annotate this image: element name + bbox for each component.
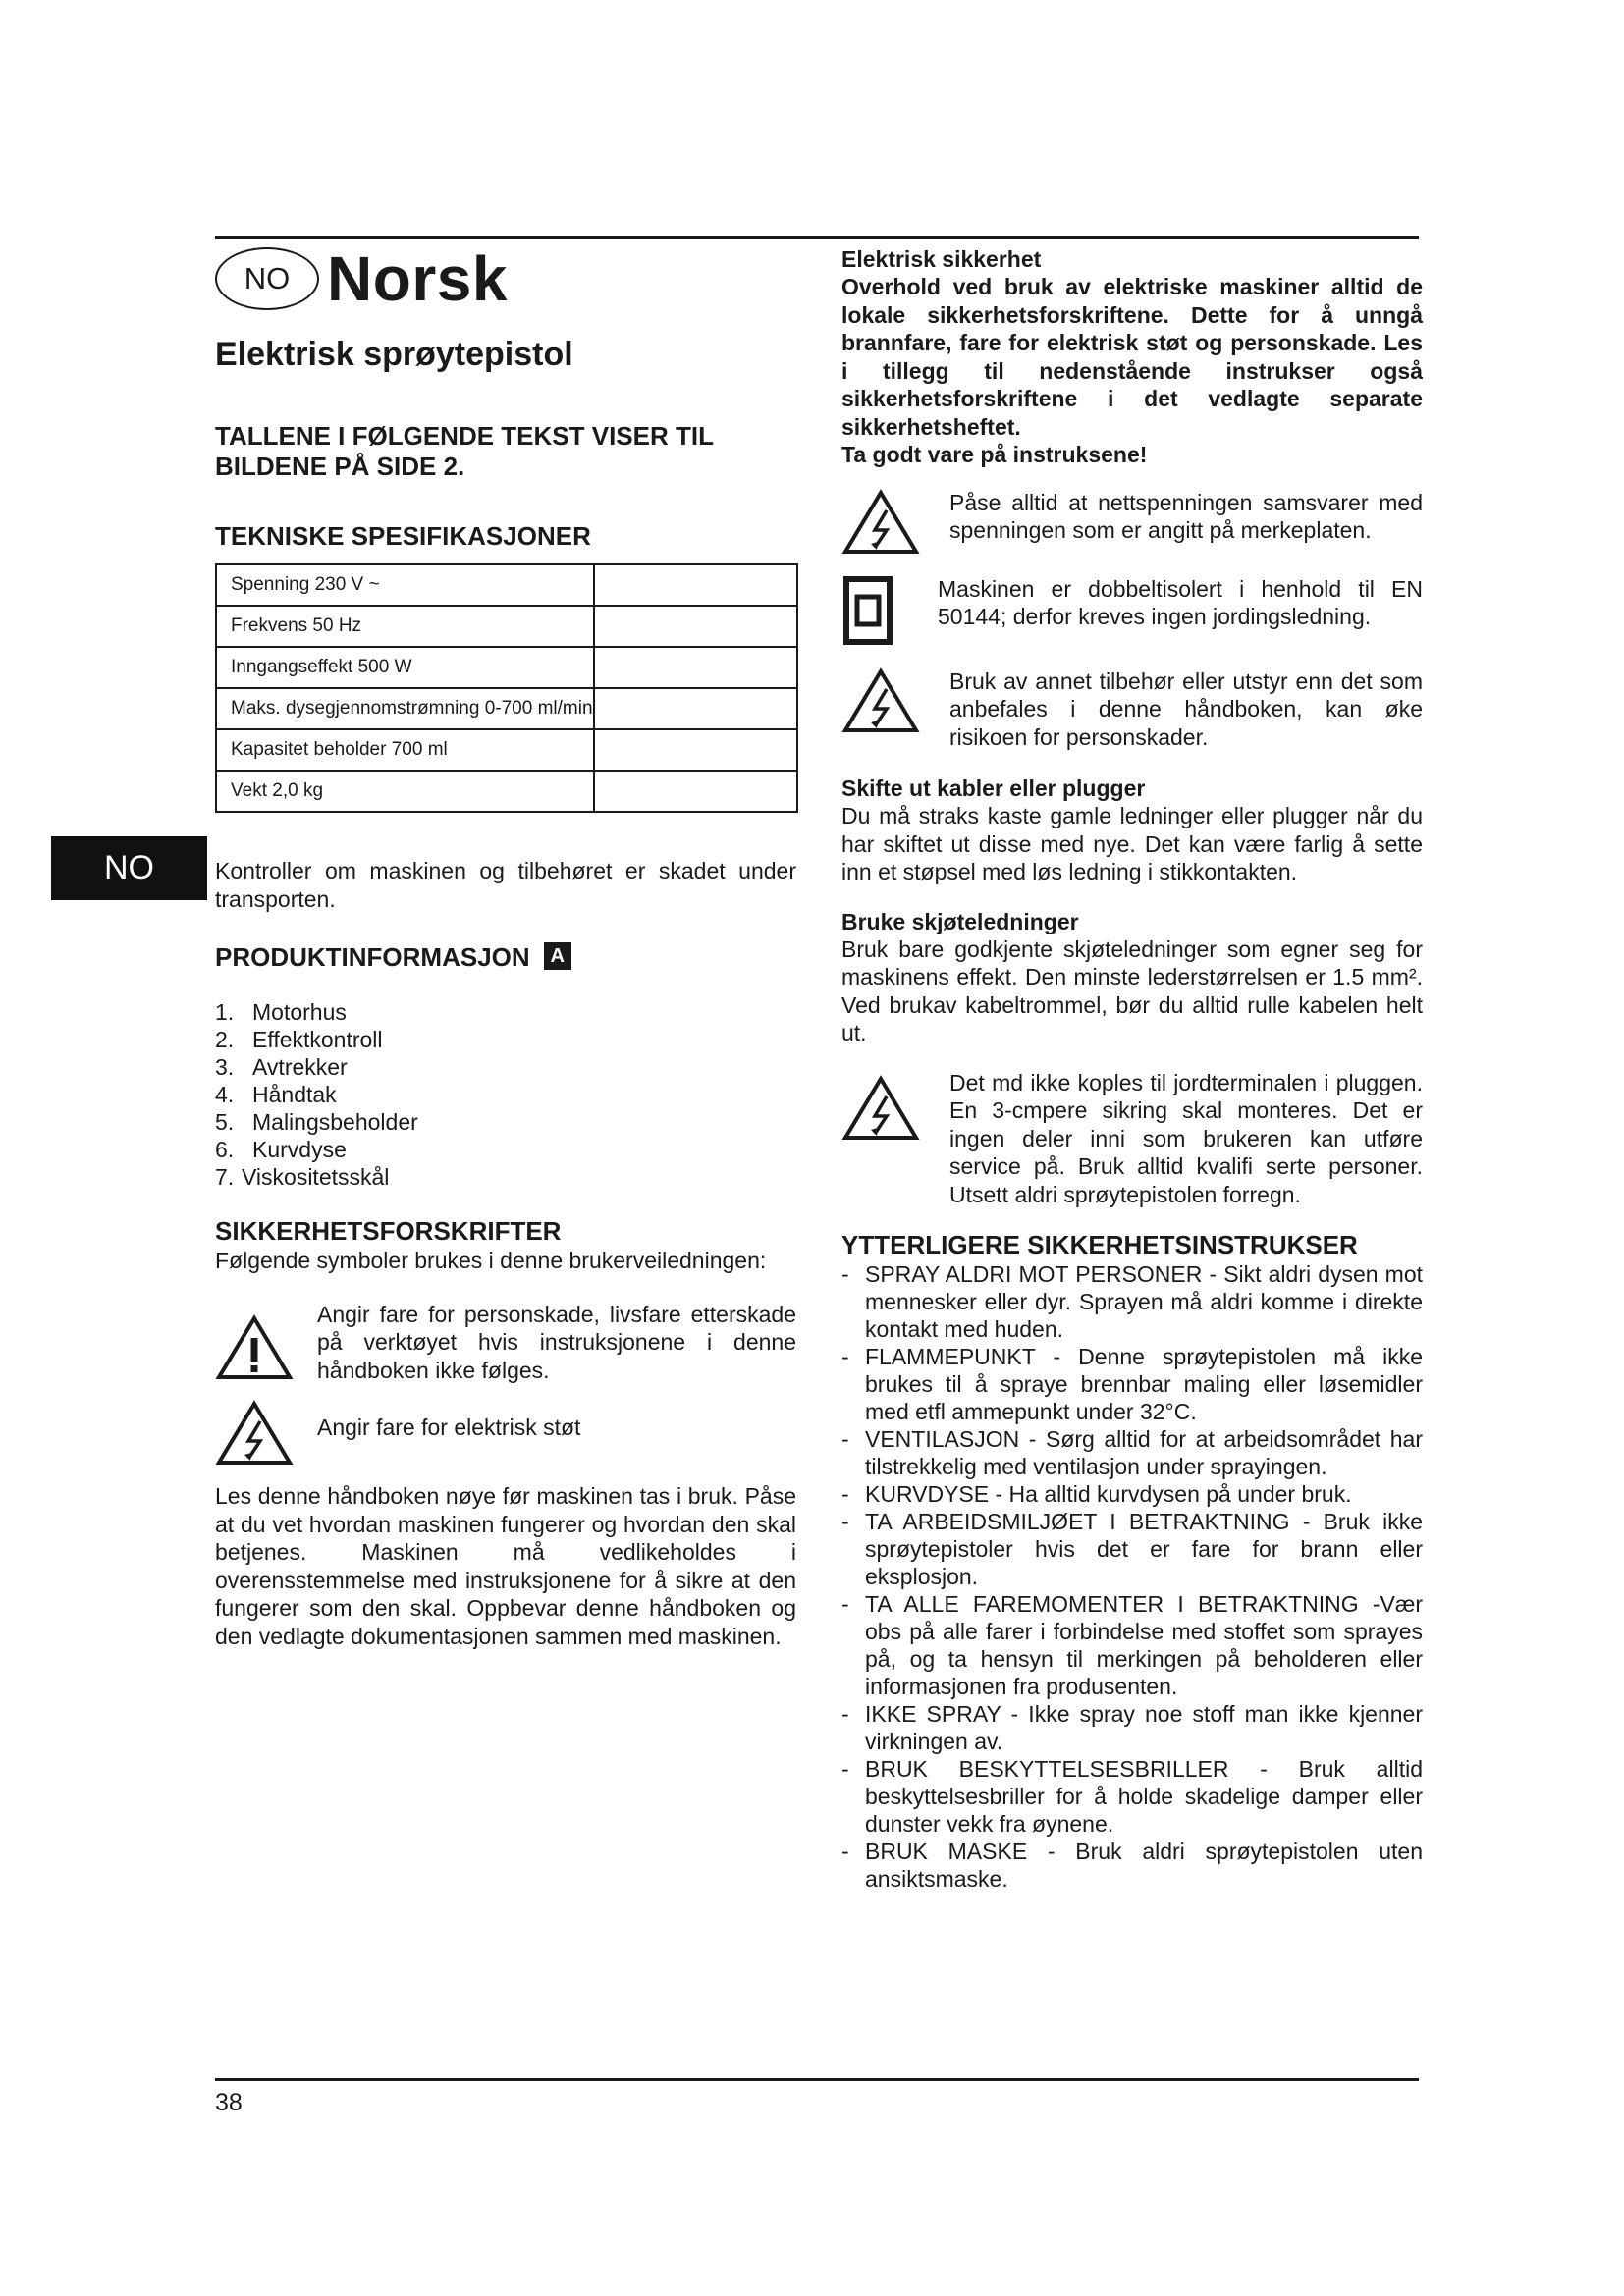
list-item: - BRUK MASKE - Bruk aldri sprøytepistolen uten ansiktsmaske. (841, 1838, 1423, 1893)
list-item: 6. Kurvdyse (215, 1137, 347, 1163)
electric-shock-icon (841, 489, 920, 556)
symbol-electric-text: Angir fare for elektrisk støt (317, 1415, 581, 1441)
page-number: 38 (215, 2089, 243, 2116)
language-code-oval: NO (215, 247, 319, 310)
bottom-rule (215, 2078, 1419, 2081)
product-info-heading (215, 942, 796, 973)
earth-warning-text: Det md ikke koples til jordterminalen i pluggen. En 3-cmpere sikring skal monteres. Det er ingen deler inni som brukeren kan utføre service på. Bruk alltid kvalifi serte personer. Utsett aldri sprøytepistolen forregn. (949, 1069, 1423, 1207)
spec-cell: Spenning 230 V ~ (216, 564, 594, 606)
spec-empty-cell (594, 647, 797, 688)
extension-cord-text: Bruk bare godkjente skjøteledninger som egner seg for maskinens effekt. Den minste lederstørrelsen er 1.5 mm². Ved brukav kabeltrommel, bør du alltid rulle kabelen helt ut. (841, 935, 1423, 1045)
language-name: Norsk (327, 243, 508, 314)
specs-row (216, 564, 797, 606)
voltage-check-text: Påse alltid at nettspenningen samsvarer med spenningen som er angitt på merkeplaten. (949, 489, 1423, 543)
spec-cell: Kapasitet beholder 700 ml (216, 729, 594, 771)
cables-text: Du må straks kaste gamle ledninger eller plugger når du har skiftet ut disse med nye. Det kan være farlig å sette inn et støpsel med løs ledning i stikkontakten. (841, 803, 1423, 884)
left-column (215, 241, 796, 1650)
electric-safety-heading: Elektrisk sikkerhet (841, 246, 1042, 272)
spec-empty-cell (594, 688, 797, 729)
specs-heading: TEKNISKE SPESIFIKASJONER (215, 521, 591, 551)
list-item: - KURVDYSE - Ha alltid kurvdysen på under bruk. (841, 1480, 1423, 1508)
list-item: - BRUK BESKYTTELSESBRILLER - Bruk alltid beskyttelsesbriller for å holde skadelige damper eller dunster vekk fra øynene. (841, 1755, 1423, 1838)
safety-heading: SIKKERHETSFORSKRIFTER (215, 1216, 562, 1247)
language-side-tab: NO (51, 836, 207, 900)
extension-cord-heading: Bruke skjøteledninger (841, 908, 1079, 934)
list-item: 5. Malingsbeholder (215, 1109, 418, 1136)
spec-empty-cell (594, 564, 797, 606)
voltage-check-row (841, 489, 1423, 556)
spec-cell: Vekt 2,0 kg (216, 771, 594, 812)
specs-table (215, 563, 798, 813)
list-item: - FLAMMEPUNKT - Denne sprøytepistolen må ikke brukes til å spraye brennbar maling eller løsemidler med etfl ammepunkt under 32°C. (841, 1343, 1423, 1425)
take-care-text: Ta godt vare på instruksene! (841, 442, 1148, 467)
list-item: 4. Håndtak (215, 1082, 337, 1108)
electric-shock-icon (215, 1400, 294, 1467)
spec-cell: Inngangseffekt 500 W (216, 647, 594, 688)
list-item: - IKKE SPRAY - Ikke spray noe stoff man ikke kjenner virkningen av. (841, 1700, 1423, 1755)
extra-safety-heading: YTTERLIGERE SIKKERHETSINSTRUKSER (841, 1230, 1358, 1259)
double-insulated-text: Maskinen er dobbeltisolert i henhold til EN 50144; derfor kreves ingen jordingsledning. (938, 575, 1423, 629)
product-info-label: PRODUKTINFORMASJON (215, 942, 530, 972)
spec-empty-cell (594, 771, 797, 812)
product-title: Elektrisk sprøytepistol (215, 336, 573, 373)
list-item: 2. Effektkontroll (215, 1027, 383, 1053)
right-column (841, 245, 1423, 1893)
read-manual-text: Les denne håndboken nøye før maskinen tas i bruk. Påse at du vet hvordan maskinen fungerer og hvordan den skal betjenes. Maskinen må vedlikeholdes i overensstemmelse med instruksjonene for å sikre at den fungerer som den skal. Oppbevar denne håndboken og den vedlagte dokumentasjonen sammen med maskinen. (215, 1483, 796, 1649)
electric-safety-bold-text: Overhold ved bruk av elektriske maskiner alltid de lokale sikkerhetsforskriftene. Dette for å unngå brannfare, fare for elektrisk støt og personskade. Les i tillegg til nedenstående instrukser også sikkerhetsforskriftene i det vedlagte separate sikkerhetsheftet. (841, 274, 1423, 440)
symbol-warning-row (215, 1301, 796, 1385)
specs-row (216, 771, 797, 812)
symbol-electric-row (215, 1400, 796, 1467)
spec-cell: Maks. dysegjennomstrømning 0-700 ml/min (216, 688, 594, 729)
symbol-warning-text: Angir fare for personskade, livsfare etterskade på verktøyet hvis instruksjonene i denne håndboken ikke følges. (317, 1301, 796, 1383)
list-item: 3. Avtrekker (215, 1054, 348, 1081)
double-insulated-row (841, 575, 1423, 646)
figure-a-badge: A (544, 942, 571, 970)
accessories-row (841, 667, 1423, 752)
spec-empty-cell (594, 729, 797, 771)
specs-row (216, 688, 797, 729)
specs-row (216, 729, 797, 771)
list-item: - TA ARBEIDSMILJØET I BETRAKTNING - Bruk ikke sprøytepistoler hvis det er fare for brann eller eksplosjon. (841, 1508, 1423, 1590)
list-item: 1. Motorhus (215, 999, 347, 1026)
list-item: 7. Viskositetsskål (215, 1164, 390, 1191)
electric-shock-icon (841, 1075, 920, 1142)
list-item: - VENTILASJON - Sørg alltid for at arbeidsområdet har tilstrekkelig med ventilasjon under sprayingen. (841, 1425, 1423, 1480)
top-rule (215, 236, 1419, 239)
double-insulation-icon (843, 575, 893, 646)
cables-heading: Skifte ut kabler eller plugger (841, 775, 1146, 801)
safety-intro-text: Følgende symboler brukes i denne brukerveiledningen: (215, 1248, 767, 1274)
list-item: - SPRAY ALDRI MOT PERSONER - Sikt aldri dysen mot mennesker eller dyr. Sprayen må aldri komme i direkte kontakt med huden. (841, 1260, 1423, 1343)
product-parts-list (215, 998, 796, 1191)
earth-warning-row (841, 1069, 1423, 1209)
language-title (215, 241, 796, 316)
specs-row (216, 606, 797, 647)
electric-shock-icon (841, 667, 920, 734)
spec-cell: Frekvens 50 Hz (216, 606, 594, 647)
accessories-text: Bruk av annet tilbehør eller utstyr enn det som anbefales i denne håndboken, kan øke risikoen for personskader. (949, 667, 1423, 750)
specs-row (216, 647, 797, 688)
transport-check-text: Kontroller om maskinen og tilbehøret er skadet under transporten. (215, 858, 796, 912)
warning-triangle-icon (215, 1314, 294, 1381)
spec-empty-cell (594, 606, 797, 647)
figure-reference-note: TALLENE I FØLGENDE TEKST VISER TIL BILDENE PÅ SIDE 2. (215, 421, 714, 481)
list-item: - TA ALLE FAREMOMENTER I BETRAKTNING -Vær obs på alle farer i forbindelse med stoffet som sprayes på, og ta hensyn til merkingen på beholderen eller informasjonen fra produsenten. (841, 1590, 1423, 1700)
extra-safety-list (841, 1260, 1423, 1893)
